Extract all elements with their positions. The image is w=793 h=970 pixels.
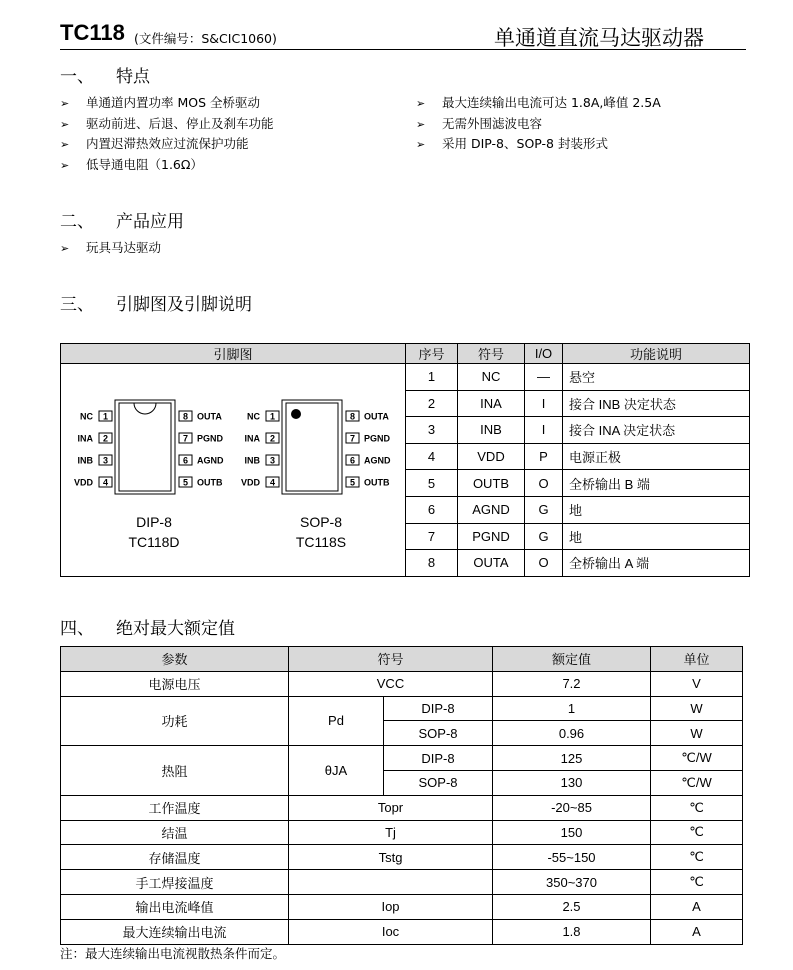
feature-text: 最大连续输出电流可达 1.8A,峰值 2.5A — [442, 95, 661, 110]
list-item — [416, 95, 661, 112]
bullet-arrow-icon: ➢ — [60, 242, 70, 255]
param: 结温 — [61, 820, 289, 845]
pin-io: P — [525, 443, 563, 470]
list-item — [416, 116, 542, 133]
pin-number: 3 — [102, 455, 109, 466]
pin-diagram — [61, 364, 405, 575]
pin-label: VDD — [73, 477, 93, 488]
package: DIP-8 — [384, 696, 493, 721]
bullet-arrow-icon: ➢ — [416, 138, 426, 151]
param: 电源电压 — [61, 671, 289, 696]
model-number: TC118 — [60, 20, 125, 45]
symbol: Ioc — [289, 919, 493, 944]
package-name: SOP-8 — [299, 514, 342, 531]
table-row — [61, 919, 743, 944]
pin-number: 6 — [349, 455, 356, 466]
pin-io: O — [525, 470, 563, 497]
pin-symbol: AGND — [458, 496, 525, 523]
pin-label: OUTA — [364, 411, 389, 422]
param: 输出电流峰值 — [61, 894, 289, 919]
pin-number: 8 — [182, 411, 189, 422]
pin-number: 5 — [182, 477, 189, 488]
list-item — [60, 240, 161, 257]
param: 最大连续输出电流 — [61, 919, 289, 944]
chip-body — [282, 400, 342, 494]
param: 手工焊接温度 — [61, 870, 289, 895]
symbol: Iop — [289, 894, 493, 919]
value: 2.5 — [493, 894, 651, 919]
col-header: 符号 — [289, 647, 493, 672]
pin-io: G — [525, 523, 563, 550]
pin-label: OUTB — [197, 477, 223, 488]
symbol: Topr — [289, 795, 493, 820]
pin-symbol: PGND — [458, 523, 525, 550]
feature-text: 采用 DIP-8、SOP-8 封装形式 — [442, 136, 608, 151]
pin-function: 地 — [563, 523, 750, 550]
pin-symbol: VDD — [458, 443, 525, 470]
value: -20~85 — [493, 795, 651, 820]
pin-label: INB — [244, 455, 260, 466]
pin-label: OUTB — [364, 477, 390, 488]
section-number: 二、 — [60, 212, 94, 232]
pin-number: 4 — [269, 477, 276, 488]
pin-no: 1 — [406, 364, 458, 391]
col-header: 单位 — [651, 647, 743, 672]
value: 350~370 — [493, 870, 651, 895]
table-row — [61, 671, 743, 696]
document-number: (文件编号：S&CIC1060) — [134, 31, 277, 46]
param: 热阻 — [61, 746, 289, 796]
section-pinout-heading — [60, 290, 252, 315]
pin-no: 2 — [406, 390, 458, 417]
pin-table — [60, 343, 750, 577]
pin-label: AGND — [364, 455, 391, 466]
pin-number: 7 — [349, 433, 356, 444]
symbol: θJA — [289, 746, 384, 796]
bullet-arrow-icon: ➢ — [60, 159, 70, 172]
unit: A — [651, 894, 743, 919]
pin-io: G — [525, 496, 563, 523]
pin-function: 电源正极 — [563, 443, 750, 470]
col-header: 引脚图 — [61, 344, 406, 364]
pin-diagram-cell — [61, 364, 406, 577]
section-number: 三、 — [60, 295, 94, 315]
col-header: 功能说明 — [563, 344, 750, 364]
document-title: 单通道直流马达驱动器 — [494, 26, 704, 50]
section-features-heading — [60, 62, 150, 87]
unit: W — [651, 696, 743, 721]
feature-text: 驱动前进、后退、停止及刹车功能 — [86, 116, 274, 131]
pin-label: PGND — [364, 433, 391, 444]
feature-text: 无需外围滤波电容 — [442, 116, 543, 131]
col-header: I/O — [525, 344, 563, 364]
pin-number: 4 — [102, 477, 109, 488]
pin-symbol: INB — [458, 417, 525, 444]
list-item — [60, 157, 203, 174]
value: 7.2 — [493, 671, 651, 696]
symbol — [289, 870, 493, 895]
list-item — [416, 136, 608, 153]
sop8-package — [236, 364, 406, 575]
page-header — [60, 18, 746, 50]
unit: ℃ — [651, 845, 743, 870]
param: 功耗 — [61, 696, 289, 746]
pin-symbol: NC — [458, 364, 525, 391]
pin-no: 7 — [406, 523, 458, 550]
feature-text: 单通道内置功率 MOS 全桥驱动 — [86, 95, 261, 110]
pin-no: 5 — [406, 470, 458, 497]
section-title: 引脚图及引脚说明 — [116, 295, 252, 315]
pin-label: NC — [247, 411, 260, 422]
table-row — [61, 894, 743, 919]
section-applications-heading — [60, 207, 184, 232]
value: 1.8 — [493, 919, 651, 944]
application-text: 玩具马达驱动 — [86, 240, 162, 255]
pin-no: 8 — [406, 550, 458, 577]
pin-number: 5 — [349, 477, 356, 488]
pin-label: INA — [77, 433, 93, 444]
table-row — [61, 746, 743, 771]
pin-number: 1 — [102, 411, 109, 422]
pin-io: — — [525, 364, 563, 391]
package: SOP-8 — [384, 721, 493, 746]
list-item — [60, 116, 274, 133]
package: SOP-8 — [384, 770, 493, 795]
section-title: 绝对最大额定值 — [116, 619, 235, 639]
pin-label: PGND — [197, 433, 224, 444]
pin-label: AGND — [197, 455, 224, 466]
unit: ℃ — [651, 870, 743, 895]
section-title: 产品应用 — [116, 212, 184, 232]
pin-no: 4 — [406, 443, 458, 470]
unit: ℃ — [651, 820, 743, 845]
pin-function: 地 — [563, 496, 750, 523]
table-row — [61, 870, 743, 895]
feature-text: 低导通电阻（1.6Ω） — [86, 157, 203, 172]
unit: ℃/W — [651, 746, 743, 771]
pin-function: 接合 INB 决定状态 — [563, 390, 750, 417]
symbol: Tj — [289, 820, 493, 845]
pin-function: 悬空 — [563, 364, 750, 391]
table-row — [61, 820, 743, 845]
pin-io: I — [525, 417, 563, 444]
value: 130 — [493, 770, 651, 795]
package-name: DIP-8 — [136, 514, 172, 531]
unit: ℃ — [651, 795, 743, 820]
pin-function: 全桥输出 B 端 — [563, 470, 750, 497]
pin-no: 6 — [406, 496, 458, 523]
dip8-package — [69, 364, 239, 575]
ratings-table — [60, 646, 743, 945]
bullet-arrow-icon: ➢ — [60, 118, 70, 131]
table-header-row — [61, 344, 750, 364]
table-row — [61, 696, 743, 721]
value: 125 — [493, 746, 651, 771]
pin-number: 2 — [269, 433, 276, 444]
pin-no: 3 — [406, 417, 458, 444]
unit: A — [651, 919, 743, 944]
list-item — [60, 136, 249, 153]
value: 1 — [493, 696, 651, 721]
param: 存储温度 — [61, 845, 289, 870]
value: 0.96 — [493, 721, 651, 746]
bullet-arrow-icon: ➢ — [416, 118, 426, 131]
list-item — [60, 95, 260, 112]
pin-symbol: OUTB — [458, 470, 525, 497]
part-number: TC118D — [128, 534, 180, 551]
col-header: 序号 — [406, 344, 458, 364]
section-number: 四、 — [60, 619, 94, 639]
pin-symbol: INA — [458, 390, 525, 417]
section-number: 一、 — [60, 67, 94, 87]
symbol: Tstg — [289, 845, 493, 870]
pin-function: 全桥输出 A 端 — [563, 550, 750, 577]
part-number: TC118S — [295, 534, 347, 551]
symbol: VCC — [289, 671, 493, 696]
table-row — [61, 795, 743, 820]
sop8-chip-drawing — [236, 364, 406, 524]
pin-number: 1 — [269, 411, 276, 422]
pin-number: 7 — [182, 433, 189, 444]
pin-symbol: OUTA — [458, 550, 525, 577]
pin1-dot-icon — [291, 409, 301, 419]
pin-io: I — [525, 390, 563, 417]
pin-label: INA — [244, 433, 260, 444]
value: -55~150 — [493, 845, 651, 870]
table-row — [61, 845, 743, 870]
bullet-arrow-icon: ➢ — [60, 97, 70, 110]
pin-label: INB — [77, 455, 93, 466]
pin-function: 接合 INA 决定状态 — [563, 417, 750, 444]
pin-number: 8 — [349, 411, 356, 422]
bullet-arrow-icon: ➢ — [416, 97, 426, 110]
bullet-arrow-icon: ➢ — [60, 138, 70, 151]
section-ratings-heading — [60, 614, 235, 639]
footnote: 注：最大连续输出电流视散热条件而定。 — [60, 946, 286, 961]
pin-label: OUTA — [197, 411, 222, 422]
table-header-row — [61, 647, 743, 672]
pin-number: 3 — [269, 455, 276, 466]
pin-label: VDD — [240, 477, 260, 488]
unit: V — [651, 671, 743, 696]
section-title: 特点 — [116, 67, 150, 87]
table-row — [61, 364, 750, 391]
param: 工作温度 — [61, 795, 289, 820]
feature-text: 内置迟滞热效应过流保护功能 — [86, 136, 249, 151]
pin-label: NC — [80, 411, 93, 422]
package: DIP-8 — [384, 746, 493, 771]
header-rule — [60, 49, 746, 50]
pin-number: 6 — [182, 455, 189, 466]
value: 150 — [493, 820, 651, 845]
col-header: 参数 — [61, 647, 289, 672]
col-header: 额定值 — [493, 647, 651, 672]
unit: W — [651, 721, 743, 746]
dip8-chip-drawing — [69, 364, 239, 524]
pin-number: 2 — [102, 433, 109, 444]
unit: ℃/W — [651, 770, 743, 795]
symbol: Pd — [289, 696, 384, 746]
pin1-notch-icon — [134, 403, 156, 414]
col-header: 符号 — [458, 344, 525, 364]
chip-body-inner — [119, 403, 171, 491]
pin-io: O — [525, 550, 563, 577]
